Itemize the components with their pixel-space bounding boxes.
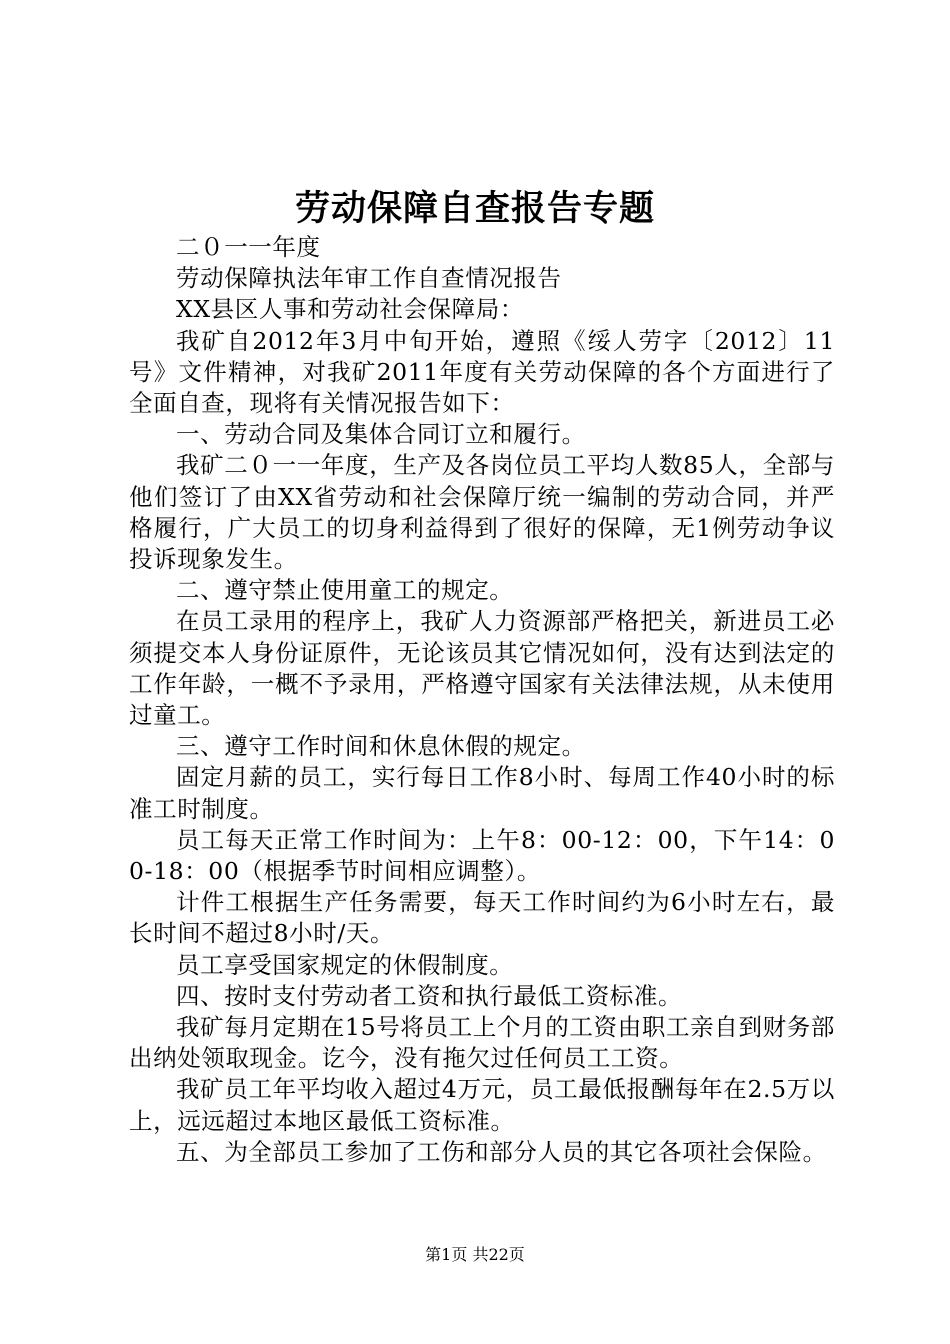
paragraph: 固定月薪的员工，实行每日工作8小时、每周工作40小时的标准工时制度。: [129, 763, 835, 823]
section-heading: 五、为全部员工参加了工伤和部分人员的其它各项社会保险。: [176, 1137, 827, 1166]
paragraph: 我矿员工年平均收入超过4万元，员工最低报酬每年在2.5万以上，远远超过本地区最低工资标准。: [129, 1075, 835, 1135]
paragraph: 二０一一年度: [176, 233, 321, 261]
paragraph: 劳动保障执法年审工作自查情况报告: [176, 264, 562, 293]
paragraph: 员工每天正常工作时间为：上午8：00-12：00，下午14：00-18：00（根据季节时间相应调整）。: [129, 825, 835, 886]
paragraph: 在员工录用的程序上，我矿人力资源部严格把关，新进员工必须提交本人身份证原件，无论该员其它情况如何，没有达到法定的工作年龄，一概不予录用，严格遵守国家有关法律法规，从未使用过童工。: [129, 607, 835, 730]
section-heading: 四、按时支付劳动者工资和执行最低工资标准。: [176, 981, 683, 1010]
paragraph: 我矿二０一一年度，生产及各岗位员工平均人数85人，全部与他们签订了由XX省劳动和社会保障厅统一编制的劳动合同，并严格履行，广大员工的切身利益得到了很好的保障，无1例劳动争议投诉现象发生。: [129, 451, 835, 574]
page-title: 劳动保障自查报告专题: [294, 188, 655, 229]
section-heading: 二、遵守禁止使用童工的规定。: [176, 576, 514, 605]
section-heading: 三、遵守工作时间和休息休假的规定。: [176, 732, 586, 761]
paragraph: 我矿自2012年3月中旬开始，遵照《绥人劳字〔2012〕11号》文件精神，对我矿2011年度有关劳动保障的各个方面进行了全面自查，现将有关情况报告如下：: [129, 326, 835, 418]
paragraph: 计件工根据生产任务需要，每天工作时间约为6小时左右，最长时间不超过8小时/天。: [129, 888, 835, 948]
paragraph: 我矿每月定期在15号将员工上个月的工资由职工亲自到财务部出纳处领取现金。讫今，没有拖欠过任何员工工资。: [129, 1013, 835, 1073]
paragraph: XX县区人事和劳动社会保障局：: [176, 295, 524, 324]
page-number-footer: 第1页 共22页: [425, 1245, 525, 1264]
document-body: [129, 232, 835, 1168]
section-heading: 一、劳动合同及集体合同订立和履行。: [176, 420, 586, 449]
paragraph: 员工享受国家规定的休假制度。: [176, 950, 514, 979]
